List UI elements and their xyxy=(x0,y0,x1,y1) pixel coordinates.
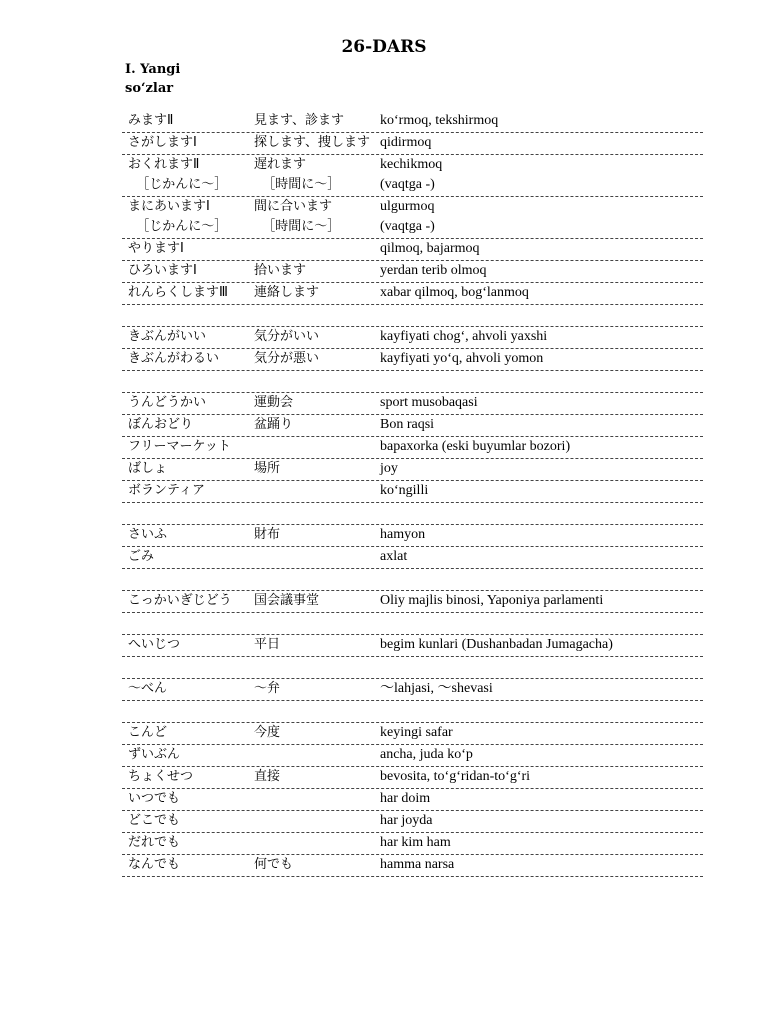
vocab-row xyxy=(122,415,703,437)
vocab-row xyxy=(122,327,703,349)
row-gap xyxy=(122,305,703,327)
vocab-translation: hamma narsa xyxy=(380,857,455,872)
vocab-kanji xyxy=(254,437,380,457)
vocab-kanji: 国会議事堂 xyxy=(254,593,320,608)
row-gap xyxy=(122,701,703,723)
vocab-kana: ひろいますⅠ xyxy=(128,263,197,278)
vocab-row xyxy=(122,525,703,547)
vocab-kana: どこでも xyxy=(128,813,181,828)
vocab-kanji: 直接 xyxy=(254,769,281,784)
vocab-kanji: 見ます、診ます xyxy=(254,113,344,128)
vocab-translation: kayfiyati chog‘, ahvoli yaxshi xyxy=(380,329,548,344)
vocab-row xyxy=(122,111,703,133)
vocab-translation: axlat xyxy=(380,549,408,564)
vocab-row xyxy=(122,481,703,503)
section-heading xyxy=(125,60,180,98)
vocab-translation: kechikmoq (vaqtga -) xyxy=(380,157,443,192)
vocab-row xyxy=(122,283,703,305)
vocab-kana: へいじつ xyxy=(128,637,181,652)
section-heading-line1: Ⅰ. Yangi xyxy=(125,62,181,77)
vocab-row xyxy=(122,197,703,239)
vocab-translation: Oliy majlis binosi, Yaponiya parlamenti xyxy=(380,593,604,608)
vocab-kana: ばしょ xyxy=(128,461,168,476)
vocab-kana: きぶんがわるい xyxy=(128,351,220,366)
vocab-translation: kayfiyati yo‘q, ahvoli yomon xyxy=(380,351,544,366)
vocab-kanji: 平日 xyxy=(254,637,281,652)
row-gap xyxy=(122,569,703,591)
vocab-row xyxy=(122,437,703,459)
vocab-kanji xyxy=(254,239,380,259)
vocab-kanji xyxy=(254,481,380,501)
vocab-kanji: 盆踊り xyxy=(254,417,294,432)
vocab-kanji: 気分がいい xyxy=(254,329,320,344)
vocab-translation: xabar qilmoq, bog‘lanmoq xyxy=(380,285,529,300)
vocab-kana: ぼんおどり xyxy=(128,417,194,432)
vocab-translation: 〜lahjasi, 〜shevasi xyxy=(380,681,493,696)
vocab-row xyxy=(122,459,703,481)
vocab-kana: だれでも xyxy=(128,835,181,850)
vocab-kanji: 遅れます ［時間に〜］ xyxy=(254,157,341,192)
vocab-kana: ちょくせつ xyxy=(128,769,194,784)
vocab-row xyxy=(122,811,703,833)
vocab-kanji xyxy=(254,745,380,765)
vocab-kanji: 何でも xyxy=(254,857,294,872)
vocab-translation: ulgurmoq (vaqtga -) xyxy=(380,199,435,234)
vocab-kanji: 今度 xyxy=(254,725,281,740)
page-title: 26-DARS xyxy=(341,37,427,57)
vocab-translation: qidirmoq xyxy=(380,135,432,150)
vocab-kanji xyxy=(254,833,380,853)
vocab-kana: れんらくしますⅢ xyxy=(128,285,228,300)
vocab-translation: har joyda xyxy=(380,813,433,828)
vocab-kana: ずいぶん xyxy=(128,747,181,762)
vocab-row xyxy=(122,591,703,613)
vocab-translation: begim kunlari (Dushanbadan Jumagacha) xyxy=(380,637,613,652)
vocab-row xyxy=(122,547,703,569)
vocab-kana: なんでも xyxy=(128,857,181,872)
row-gap xyxy=(122,503,703,525)
vocab-row xyxy=(122,855,703,877)
vocab-kanji: 間に合います ［時間に〜］ xyxy=(254,199,341,234)
vocab-translation: ancha, juda ko‘p xyxy=(380,747,473,762)
vocab-kana: みますⅡ xyxy=(128,113,174,128)
vocab-kanji: 拾います xyxy=(254,263,307,278)
vocab-translation: keyingi safar xyxy=(380,725,453,740)
vocab-kana: いつでも xyxy=(128,791,181,806)
row-gap xyxy=(122,613,703,635)
vocab-kana: こんど xyxy=(128,725,168,740)
vocab-translation: bapaxorka (eski buyumlar bozori) xyxy=(380,439,571,454)
vocab-row xyxy=(122,789,703,811)
vocab-kanji: 気分が悪い xyxy=(254,351,320,366)
vocab-row xyxy=(122,833,703,855)
vocab-translation: qilmoq, bajarmoq xyxy=(380,241,480,256)
section-heading-line2: so‘zlar xyxy=(125,81,174,96)
vocab-translation: ko‘ngilli xyxy=(380,483,429,498)
vocab-kanji: 運動会 xyxy=(254,395,294,410)
vocab-kana: まにあいますⅠ ［じかんに〜］ xyxy=(128,199,228,234)
vocab-translation: har doim xyxy=(380,791,431,806)
vocab-kana: きぶんがいい xyxy=(128,329,207,344)
vocab-translation: Bon raqsi xyxy=(380,417,435,432)
vocab-translation: hamyon xyxy=(380,527,426,542)
vocab-kanji: 場所 xyxy=(254,461,281,476)
vocab-translation: sport musobaqasi xyxy=(380,395,478,410)
vocab-row xyxy=(122,155,703,197)
vocab-row xyxy=(122,239,703,261)
vocab-kana: おくれますⅡ ［じかんに〜］ xyxy=(128,157,228,192)
vocab-row xyxy=(122,723,703,745)
vocab-kana: フリーマーケット xyxy=(128,439,231,454)
vocab-translation: yerdan terib olmoq xyxy=(380,263,487,278)
vocab-row xyxy=(122,679,703,701)
row-gap xyxy=(122,657,703,679)
vocab-kana: ボランティア xyxy=(128,483,205,498)
vocab-translation: ko‘rmoq, tekshirmoq xyxy=(380,113,499,128)
vocab-kana: こっかいぎじどう xyxy=(128,593,232,608)
vocab-translation: bevosita, to‘g‘ridan-to‘g‘ri xyxy=(380,769,531,784)
vocab-table xyxy=(122,111,768,877)
vocab-row xyxy=(122,133,703,155)
vocab-row xyxy=(122,261,703,283)
vocab-translation: joy xyxy=(380,461,398,476)
vocab-kanji: 財布 xyxy=(254,527,281,542)
vocab-kanji: 〜弁 xyxy=(254,681,281,696)
vocab-kana: やりますⅠ xyxy=(128,241,184,256)
vocab-translation: har kim ham xyxy=(380,835,451,850)
vocab-kanji xyxy=(254,789,380,809)
vocab-kanji xyxy=(254,547,380,567)
vocab-kana: ごみ xyxy=(128,549,155,564)
vocab-kanji: 連絡します xyxy=(254,285,320,300)
vocab-kana: 〜べん xyxy=(128,681,168,696)
vocab-row xyxy=(122,745,703,767)
vocab-row xyxy=(122,635,703,657)
vocab-row xyxy=(122,767,703,789)
vocab-kanji xyxy=(254,811,380,831)
vocab-kanji: 探します、捜します xyxy=(254,135,370,150)
vocab-row xyxy=(122,349,703,371)
vocab-kana: さがしますⅠ xyxy=(128,135,197,150)
vocab-kana: さいふ xyxy=(128,527,168,542)
vocab-kana: うんどうかい xyxy=(128,395,207,410)
row-gap xyxy=(122,371,703,393)
vocab-row xyxy=(122,393,703,415)
